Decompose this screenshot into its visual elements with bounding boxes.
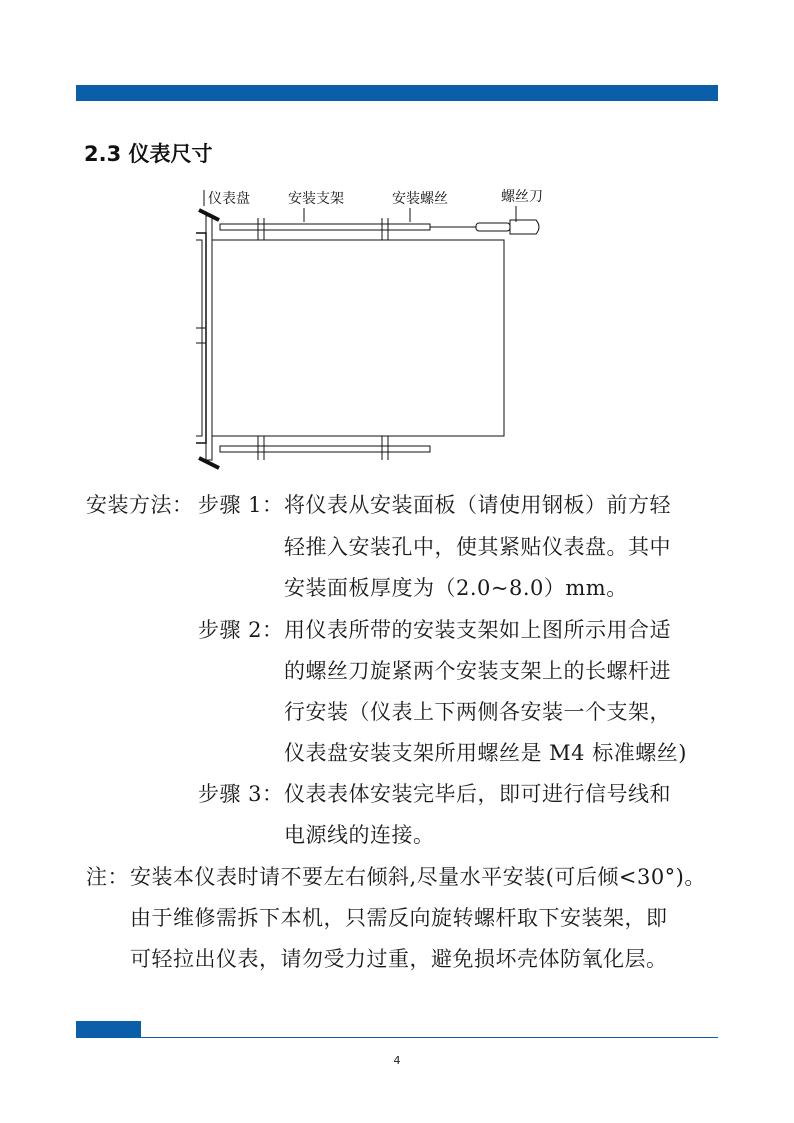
step-2-line-1: 用仪表所带的安装支架如上图所示用合适: [284, 618, 671, 642]
footer-accent-block: [76, 1021, 141, 1038]
note-line-2: 由于维修需拆下本机，只需反向旋转螺杆取下安装架，即: [130, 906, 668, 930]
step-2-line-4: 仪表盘安装支架所用螺丝是 M4 标准螺丝): [284, 741, 687, 765]
instrument-bezel: [196, 233, 206, 443]
installation-diagram-svg: [196, 178, 576, 478]
note-line-1: 安装本仪表时请不要左右倾斜,尽量水平安装(可后倾<30°)。: [130, 865, 706, 889]
top-bracket: [220, 218, 430, 240]
step-1-line-1: 将仪表从安装面板（请使用钢板）前方轻: [284, 493, 671, 517]
step-1-line-3: 安装面板厚度为（2.0~8.0）mm。: [284, 576, 628, 600]
step-1-line-2: 轻推入安装孔中，使其紧贴仪表盘。其中: [284, 535, 671, 559]
label-bracket: 安装支架: [288, 191, 344, 207]
note-label: 注：: [86, 865, 129, 889]
step-3-label: 步骤 3：: [198, 782, 284, 806]
step-3-line-1: 仪表表体安装完毕后，即可进行信号线和: [284, 782, 671, 806]
bottom-bracket: [220, 436, 430, 460]
install-title: 安装方法：: [86, 493, 194, 517]
screwdriver-drawing: [430, 220, 539, 234]
label-screwdriver: 螺丝刀: [501, 189, 543, 205]
installation-diagram: [196, 178, 576, 478]
footer-rule: [76, 1037, 718, 1038]
instrument-body: [212, 240, 504, 436]
page-number: 4: [393, 1054, 401, 1067]
label-screw: 安装螺丝: [392, 191, 448, 207]
header-bar: [76, 85, 718, 101]
step-2-label: 步骤 2：: [198, 618, 284, 642]
step-2-line-2: 的螺丝刀旋紧两个安装支架上的长螺杆进: [284, 659, 671, 683]
section-heading: 2.3 仪表尺寸: [84, 142, 213, 166]
label-panel: 仪表盘: [208, 191, 250, 207]
note-line-3: 可轻拉出仪表，请勿受力过重，避免损坏壳体防氧化层。: [130, 947, 668, 971]
step-3-line-2: 电源线的连接。: [284, 823, 435, 847]
step-2-line-3: 行安装（仪表上下两侧各安装一个支架，: [284, 700, 671, 724]
step-1-label: 步骤 1：: [198, 493, 284, 517]
